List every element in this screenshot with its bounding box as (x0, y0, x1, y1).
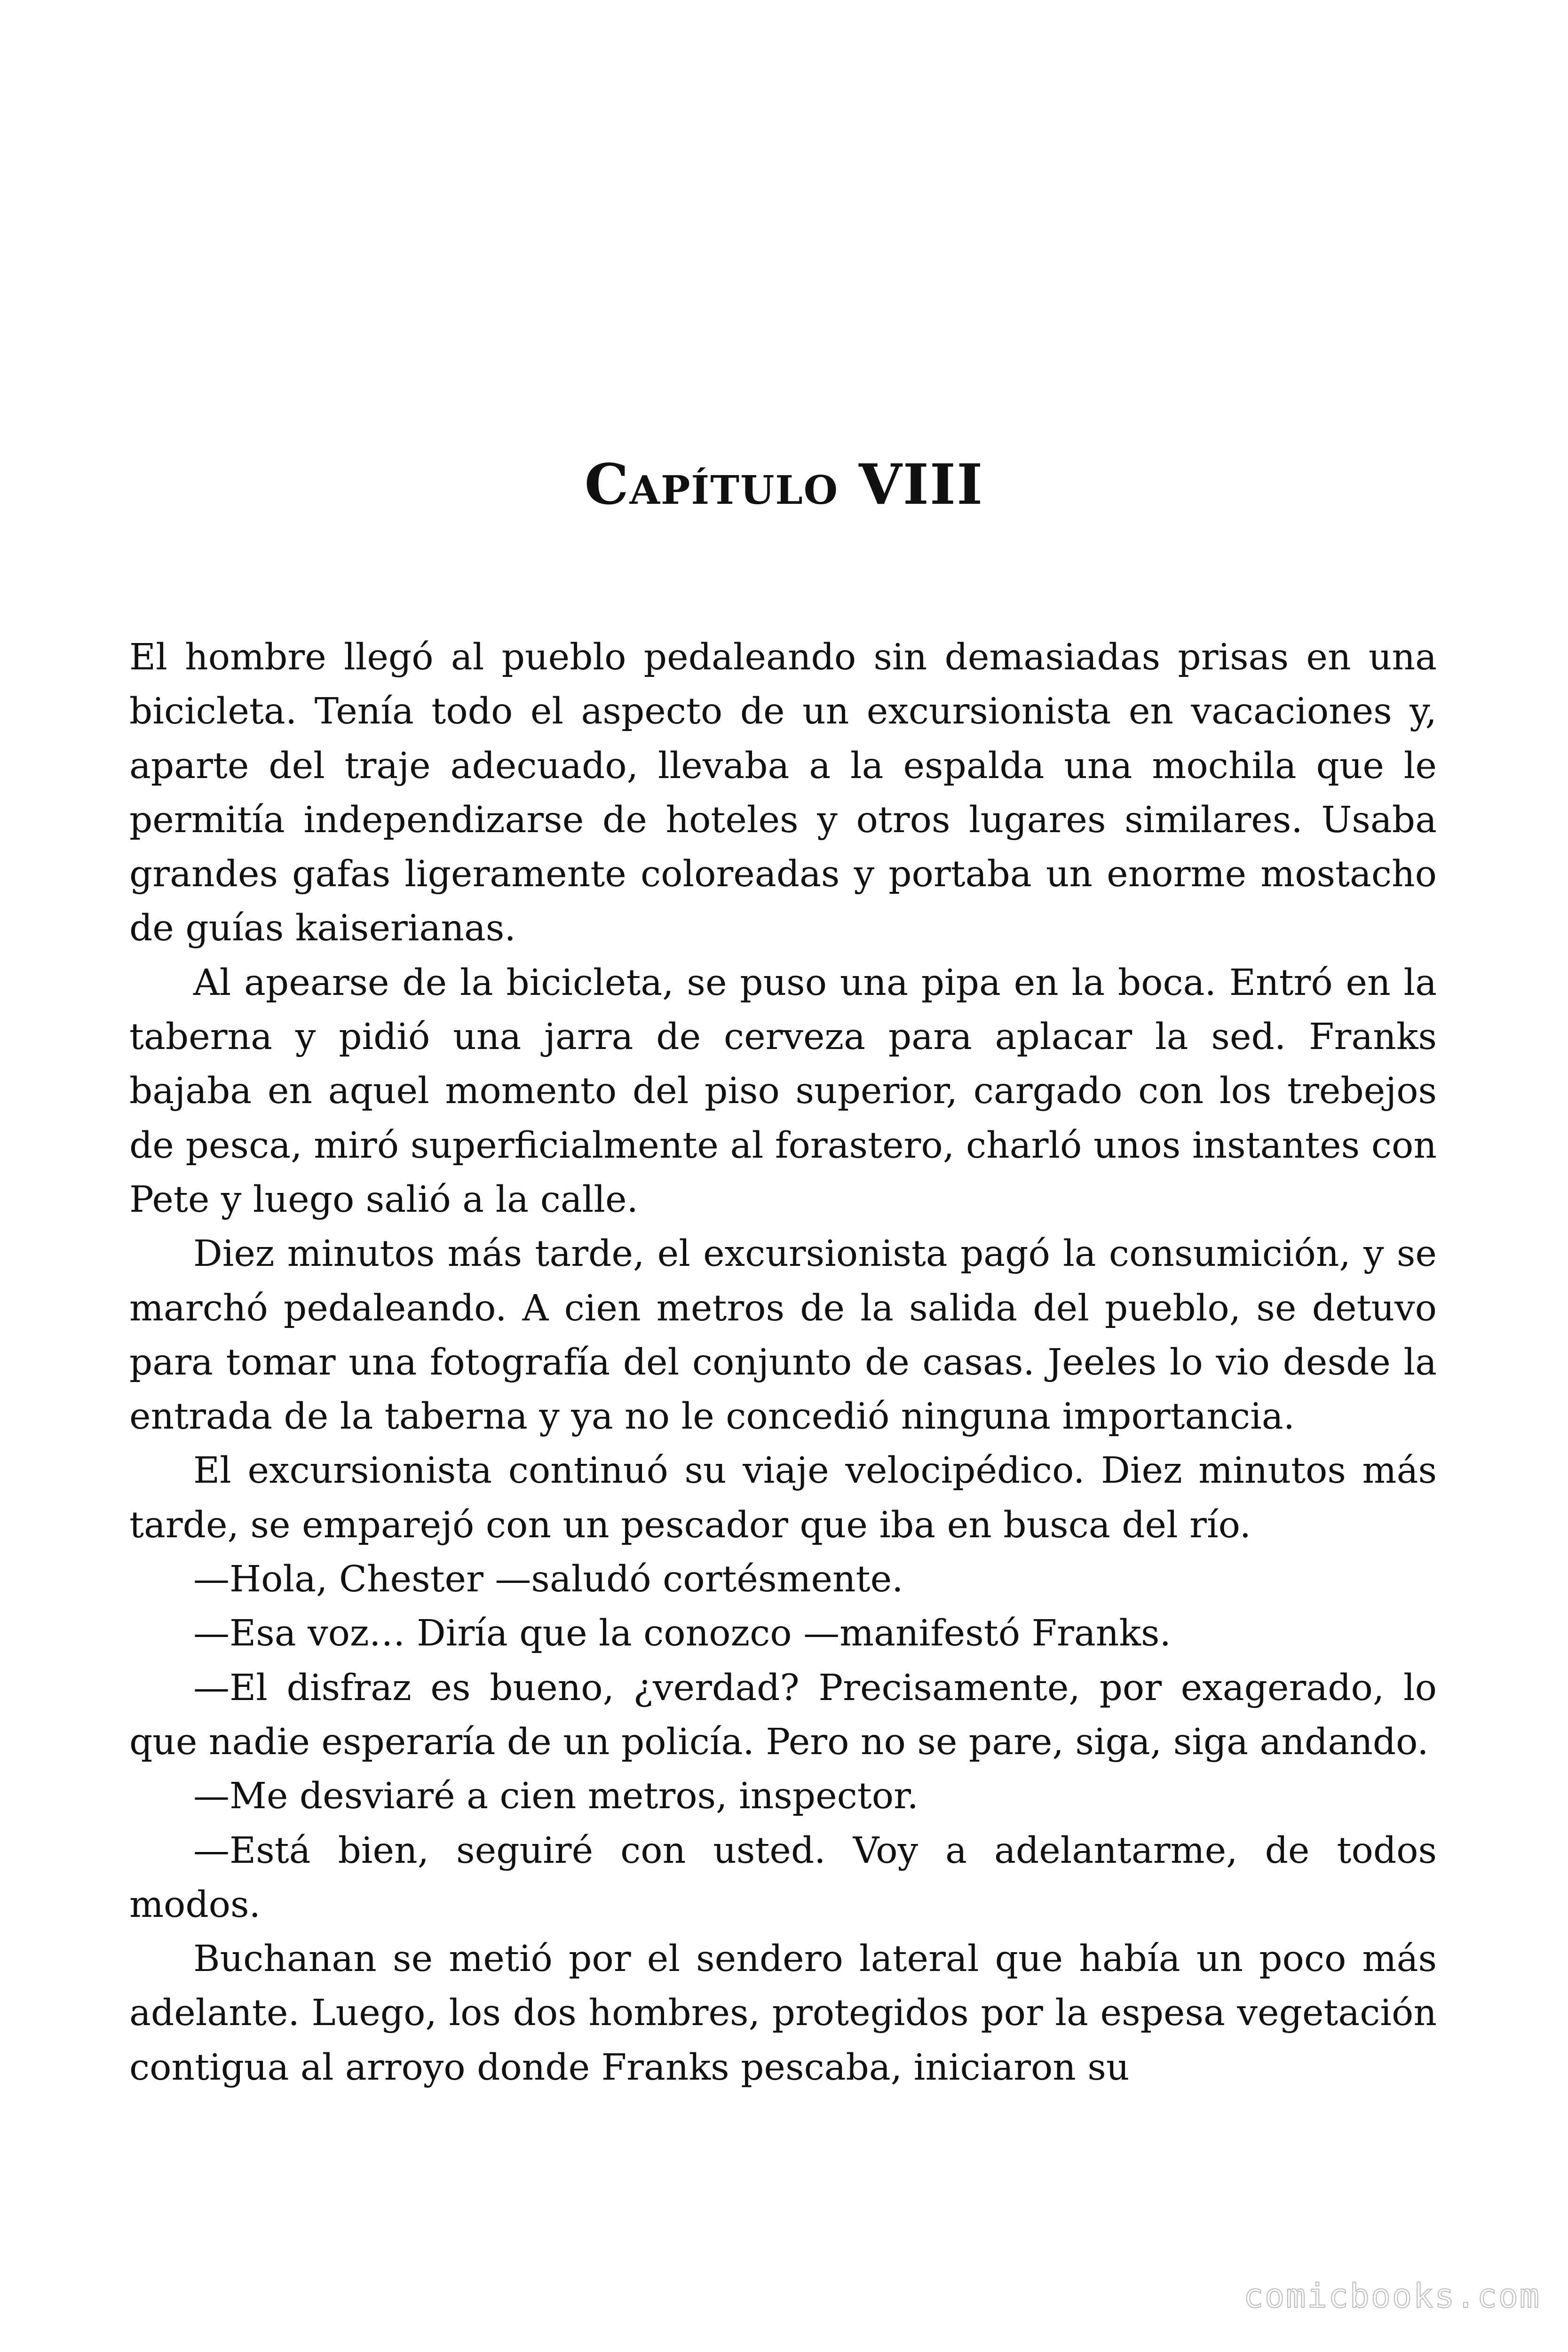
watermark: comicbooks.com (1243, 2277, 1541, 2315)
paragraph: Diez minutos más tarde, el excursionista pagó la consumición, y se marchó pedaleando. A cien metros de la salida del pueblo, se detuvo para tomar una fotografía del conjunto de casas. Jeeles lo vio desde la entrada de la taberna y ya no le concedió ninguna importancia. (129, 1233, 1437, 1438)
chapter-title: Capítulo VIII (584, 452, 984, 517)
dialogue-line: —Hola, Chester —saludó cortésmente. (193, 1558, 903, 1601)
chapter-body (129, 630, 1437, 2095)
paragraph: Buchanan se metió por el sendero lateral que había un poco más adelante. Luego, los dos hombres, protegidos por la espesa vegetación contigua al arroyo donde Franks pescaba, iniciaron su (129, 1938, 1437, 2089)
paragraph: El excursionista continuó su viaje velocipédico. Diez minutos más tarde, se emparejó con un pescador que iba en busca del río. (129, 1450, 1437, 1546)
dialogue-line: —Me desviaré a cien metros, inspector. (193, 1775, 919, 1818)
dialogue-line: —Esa voz… Diría que la conozco —manifestó Franks. (193, 1613, 1171, 1655)
dialogue-line: —Está bien, seguiré con usted. Voy a adelantarme, de todos modos. (129, 1829, 1437, 1926)
paragraph: El hombre llegó al pueblo pedaleando sin demasiadas prisas en una bicicleta. Tenía todo el aspecto de un excursionista en vacaciones y, aparte del traje adecuado, llevaba a la espalda una mochila que le permitía independizarse de hoteles y otros lugares similares. Usaba grandes gafas ligeramente coloreadas y portaba un enorme mostacho de guías kaiserianas. (129, 636, 1437, 950)
dialogue-line: —El disfraz es bueno, ¿verdad? Precisamente, por exagerado, lo que nadie esperaría de un policía. Pero no se pare, siga, siga andando. (129, 1667, 1437, 1763)
paragraph: Al apearse de la bicicleta, se puso una pipa en la boca. Entró en la taberna y pidió una jarra de cerveza para aplacar la sed. Franks bajaba en aquel momento del piso superior, cargado con los trebejos de pesca, miró superficialmente al forastero, charló unos instantes con Pete y luego salió a la calle. (129, 961, 1437, 1221)
